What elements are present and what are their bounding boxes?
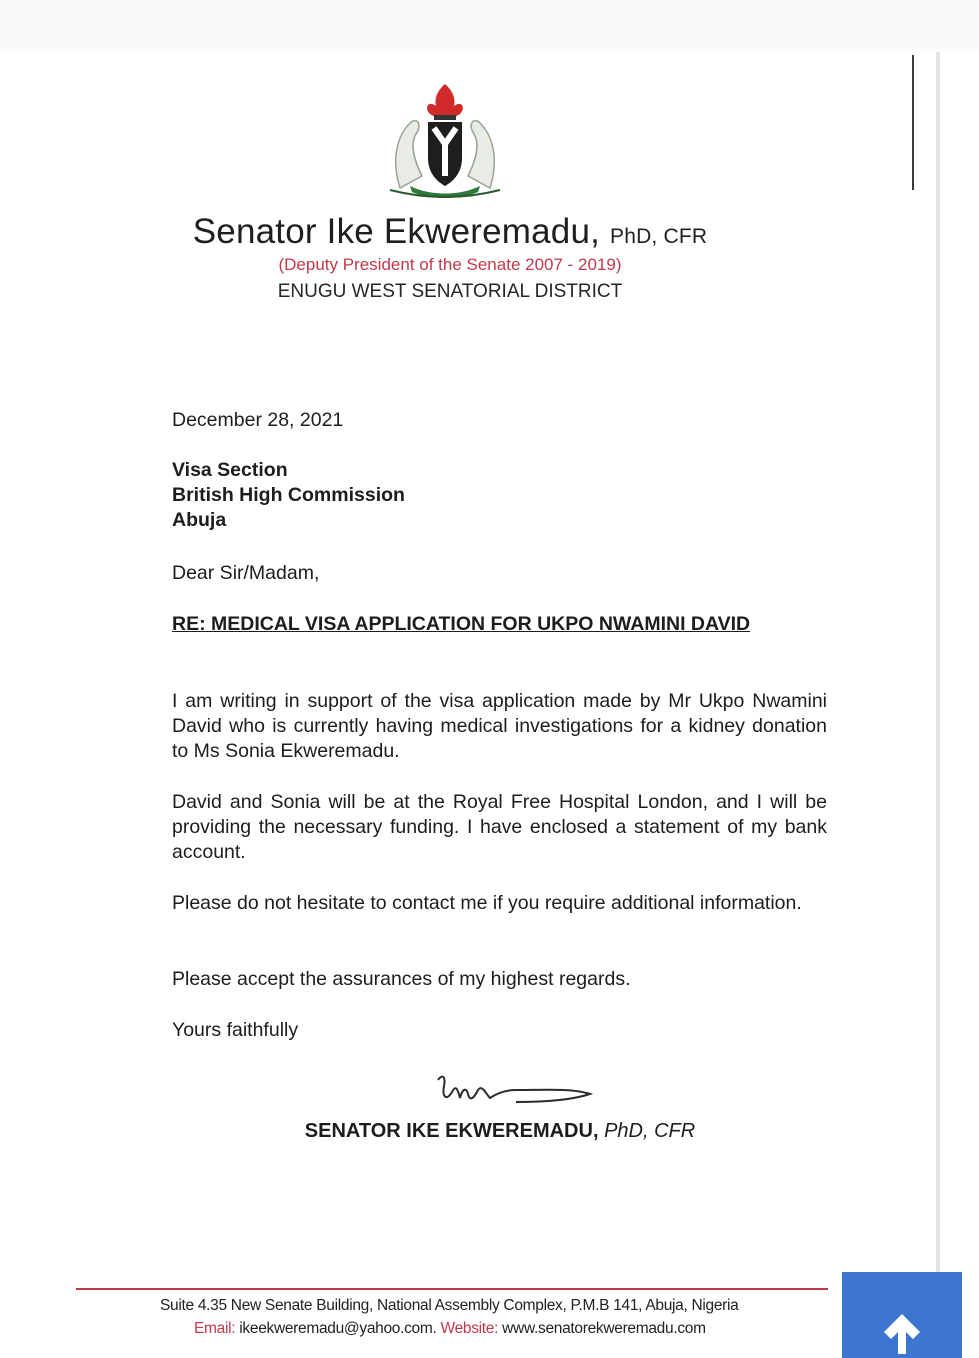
- coat-of-arms-icon: [370, 78, 520, 203]
- scroll-to-top-button[interactable]: [842, 1272, 962, 1358]
- footer-website: www.senatorekweremadu.com: [502, 1320, 706, 1337]
- arrow-up-icon: [880, 1310, 924, 1354]
- signatory: [0, 1120, 979, 1143]
- body-paragraph: I am writing in support of the visa application made by Mr Ukpo Nwamini David who is currently having medical investigations for a kidney donation to Ms Sonia Ekweremadu.: [172, 690, 827, 762]
- salutation: Dear Sir/Madam,: [172, 562, 320, 584]
- footer-email-label: Email:: [194, 1320, 236, 1337]
- recipient-block: [172, 458, 827, 533]
- footer-address: Suite 4.35 New Senate Building, National Assembly Complex, P.M.B 141, Abuja, Nigeria: [160, 1297, 739, 1314]
- footer-contact: [194, 1320, 706, 1338]
- subject-line: RE: MEDICAL VISA APPLICATION FOR UKPO NWAMINI DAVID: [172, 613, 751, 635]
- signatory-name: SENATOR IKE EKWEREMADU,: [304, 1120, 599, 1142]
- footer-email: ikeekweremadu@yahoo.com.: [239, 1320, 437, 1337]
- footer-website-label: Website:: [440, 1320, 499, 1337]
- recipient-line: Abuja: [172, 509, 227, 531]
- footer-divider: [76, 1288, 828, 1290]
- letter-date: December 28, 2021: [172, 409, 344, 431]
- body-paragraph: Please do not hesitate to contact me if you require additional information.: [172, 892, 802, 914]
- letterhead-subtitle: (Deputy President of the Senate 2007 - 2019): [278, 255, 622, 274]
- top-strip: [0, 0, 979, 52]
- page-edge: [936, 52, 940, 1292]
- signatory-credentials: PhD, CFR: [604, 1120, 696, 1142]
- page-edge-shadow: [912, 55, 914, 190]
- signature-icon: [432, 1068, 602, 1118]
- body-paragraph: Please accept the assurances of my highest regards.: [172, 968, 631, 990]
- body-paragraph: David and Sonia will be at the Royal Free Hospital London, and I will be providing the necessary funding. I have enclosed a statement of my bank account.: [172, 791, 827, 863]
- closing: Yours faithfully: [172, 1019, 299, 1041]
- letterhead-name-text: Senator Ike Ekweremadu,: [192, 212, 601, 251]
- recipient-line: Visa Section: [172, 459, 288, 481]
- letterhead-credentials: PhD, CFR: [609, 225, 708, 248]
- letterhead-name: [0, 212, 900, 252]
- recipient-line: British High Commission: [172, 484, 405, 506]
- letterhead-district: ENUGU WEST SENATORIAL DISTRICT: [277, 281, 623, 302]
